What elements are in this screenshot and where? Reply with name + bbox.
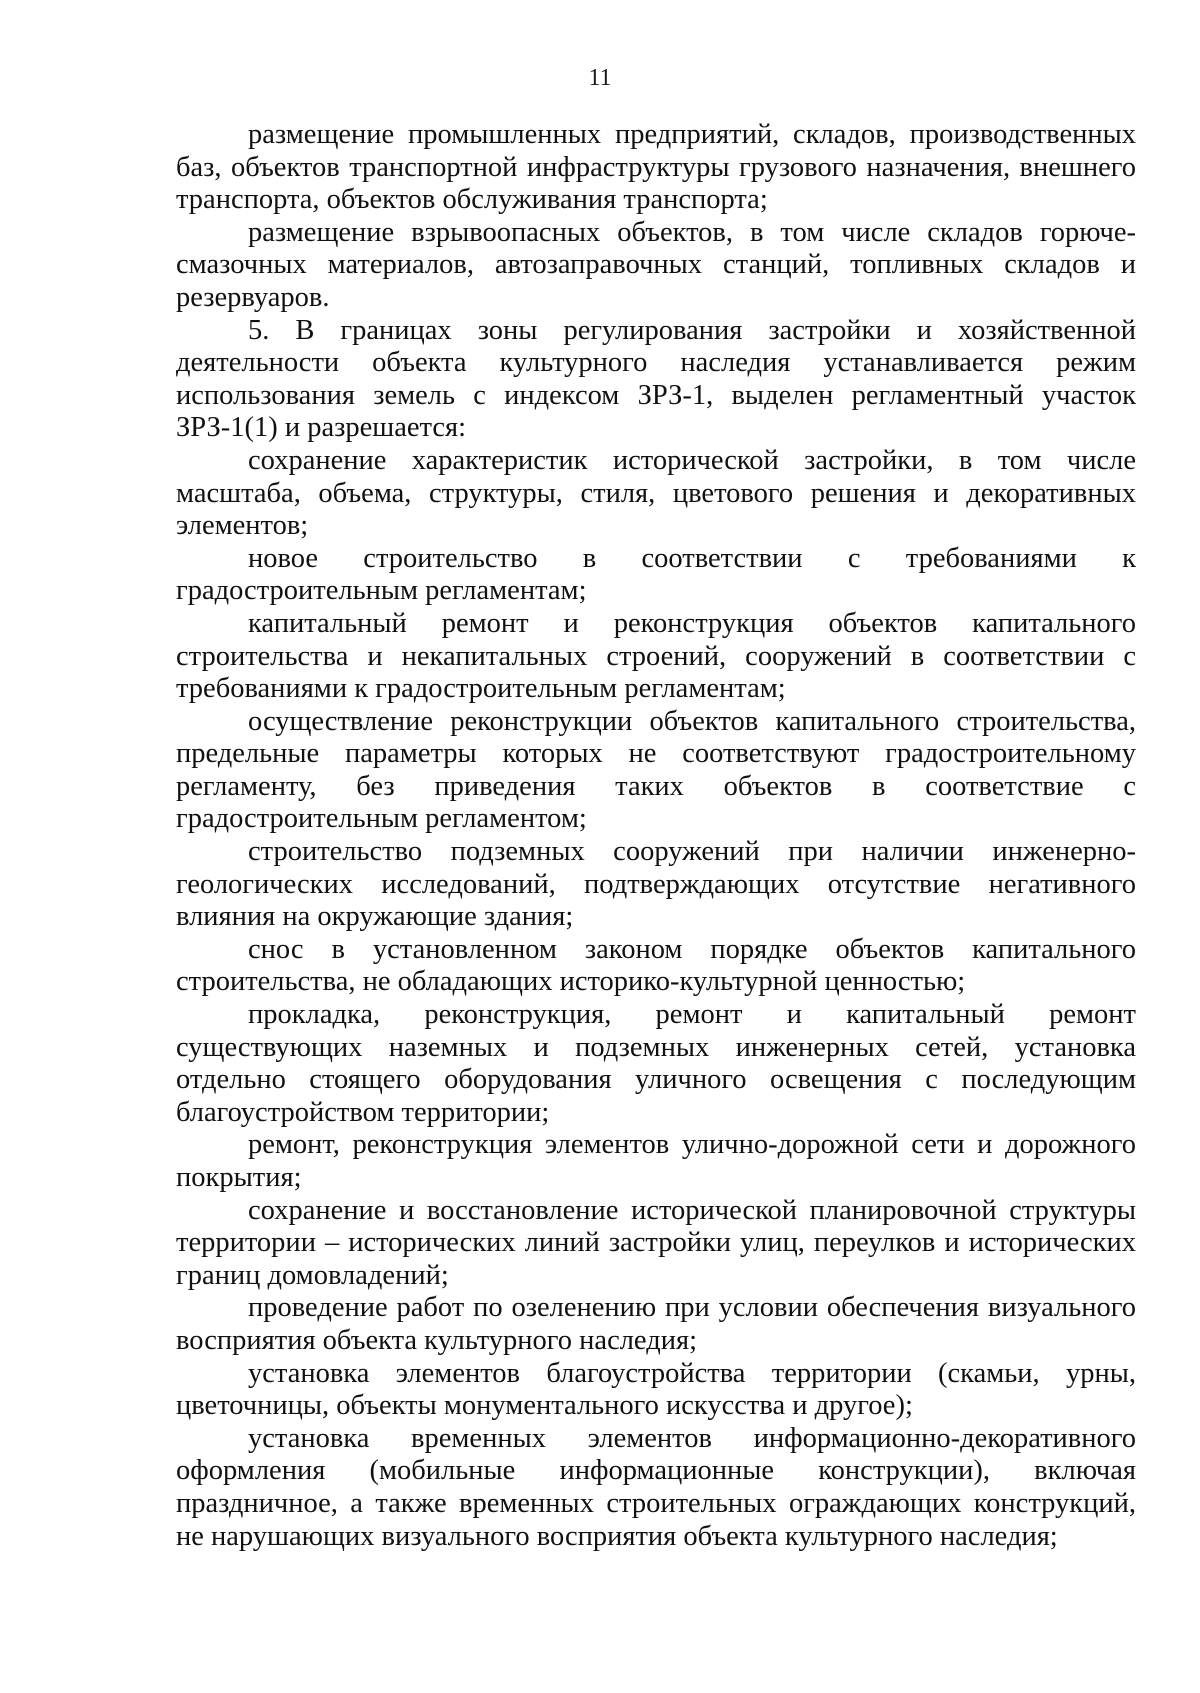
paragraph-13: проведение работ по озеленению при условии обеспечения визуального восприятия объекта культурного наследия;	[176, 1292, 1136, 1356]
paragraph-5: новое строительство в соответствии с требованиями к градостроительным регламентам;	[176, 542, 1136, 607]
paragraph-7: осуществление реконструкции объектов капитального строительства, предельные параметры которых не соответствуют градостроительному регламенту, без приведения таких объектов в соответствие с градостроительным регламентом;	[176, 705, 1136, 835]
paragraph-8: строительство подземных сооружений при наличии инженерно-геологических исследований, подтверждающих отсутствие негативного влияния на окружающие здания;	[176, 836, 1136, 933]
paragraph-2: размещение взрывоопасных объектов, в том числе складов горюче-смазочных материалов, автозаправочных станций, топливных складов и резервуаров.	[176, 216, 1136, 313]
paragraph-4: сохранение характеристик исторической застройки, в том числе масштаба, объема, структуры, стиля, цветового решения и декоративных элементов;	[176, 444, 1136, 542]
paragraph-15: установка временных элементов информационно-декоративного оформления (мобильные информационные конструкции), включая праздничное, а также временных строительных ограждающих конструкций, не нарушающих визуального восприятия объекта культурного наследия;	[176, 1422, 1136, 1552]
paragraph-12: сохранение и восстановление исторической планировочной структуры территории – исторических линий застройки улиц, переулков и исторических границ домовладений;	[176, 1194, 1136, 1291]
page-number: 11	[588, 65, 612, 91]
paragraph-9: снос в установленном законом порядке объектов капитального строительства, не обладающих историко-культурной ценностью;	[176, 933, 1136, 998]
document-body	[176, 119, 1136, 1553]
paragraph-3: 5. В границах зоны регулирования застройки и хозяйственной деятельности объекта культурного наследия устанавливается режим использования земель с индексом ЗРЗ-1, выделен регламентный участок ЗРЗ-1(1) и разрешается:	[176, 314, 1136, 444]
paragraph-10: прокладка, реконструкция, ремонт и капитальный ремонт существующих наземных и подземных инженерных сетей, установка отдельно стоящего оборудования уличного освещения с последующим благоустройством территории;	[176, 999, 1136, 1128]
paragraph-6: капитальный ремонт и реконструкция объектов капитального строительства и некапитальных строений, сооружений в соответствии с требованиями к градостроительным регламентам;	[176, 607, 1136, 705]
paragraph-1: размещение промышленных предприятий, складов, производственных баз, объектов транспортной инфраструктуры грузового назначения, внешнего транспорта, объектов обслуживания транспорта;	[176, 119, 1136, 216]
paragraph-14: установка элементов благоустройства территории (скамьи, урны, цветочницы, объекты монументального искусства и другое);	[176, 1357, 1136, 1422]
paragraph-11: ремонт, реконструкция элементов улично-дорожной сети и дорожного покрытия;	[176, 1129, 1136, 1193]
